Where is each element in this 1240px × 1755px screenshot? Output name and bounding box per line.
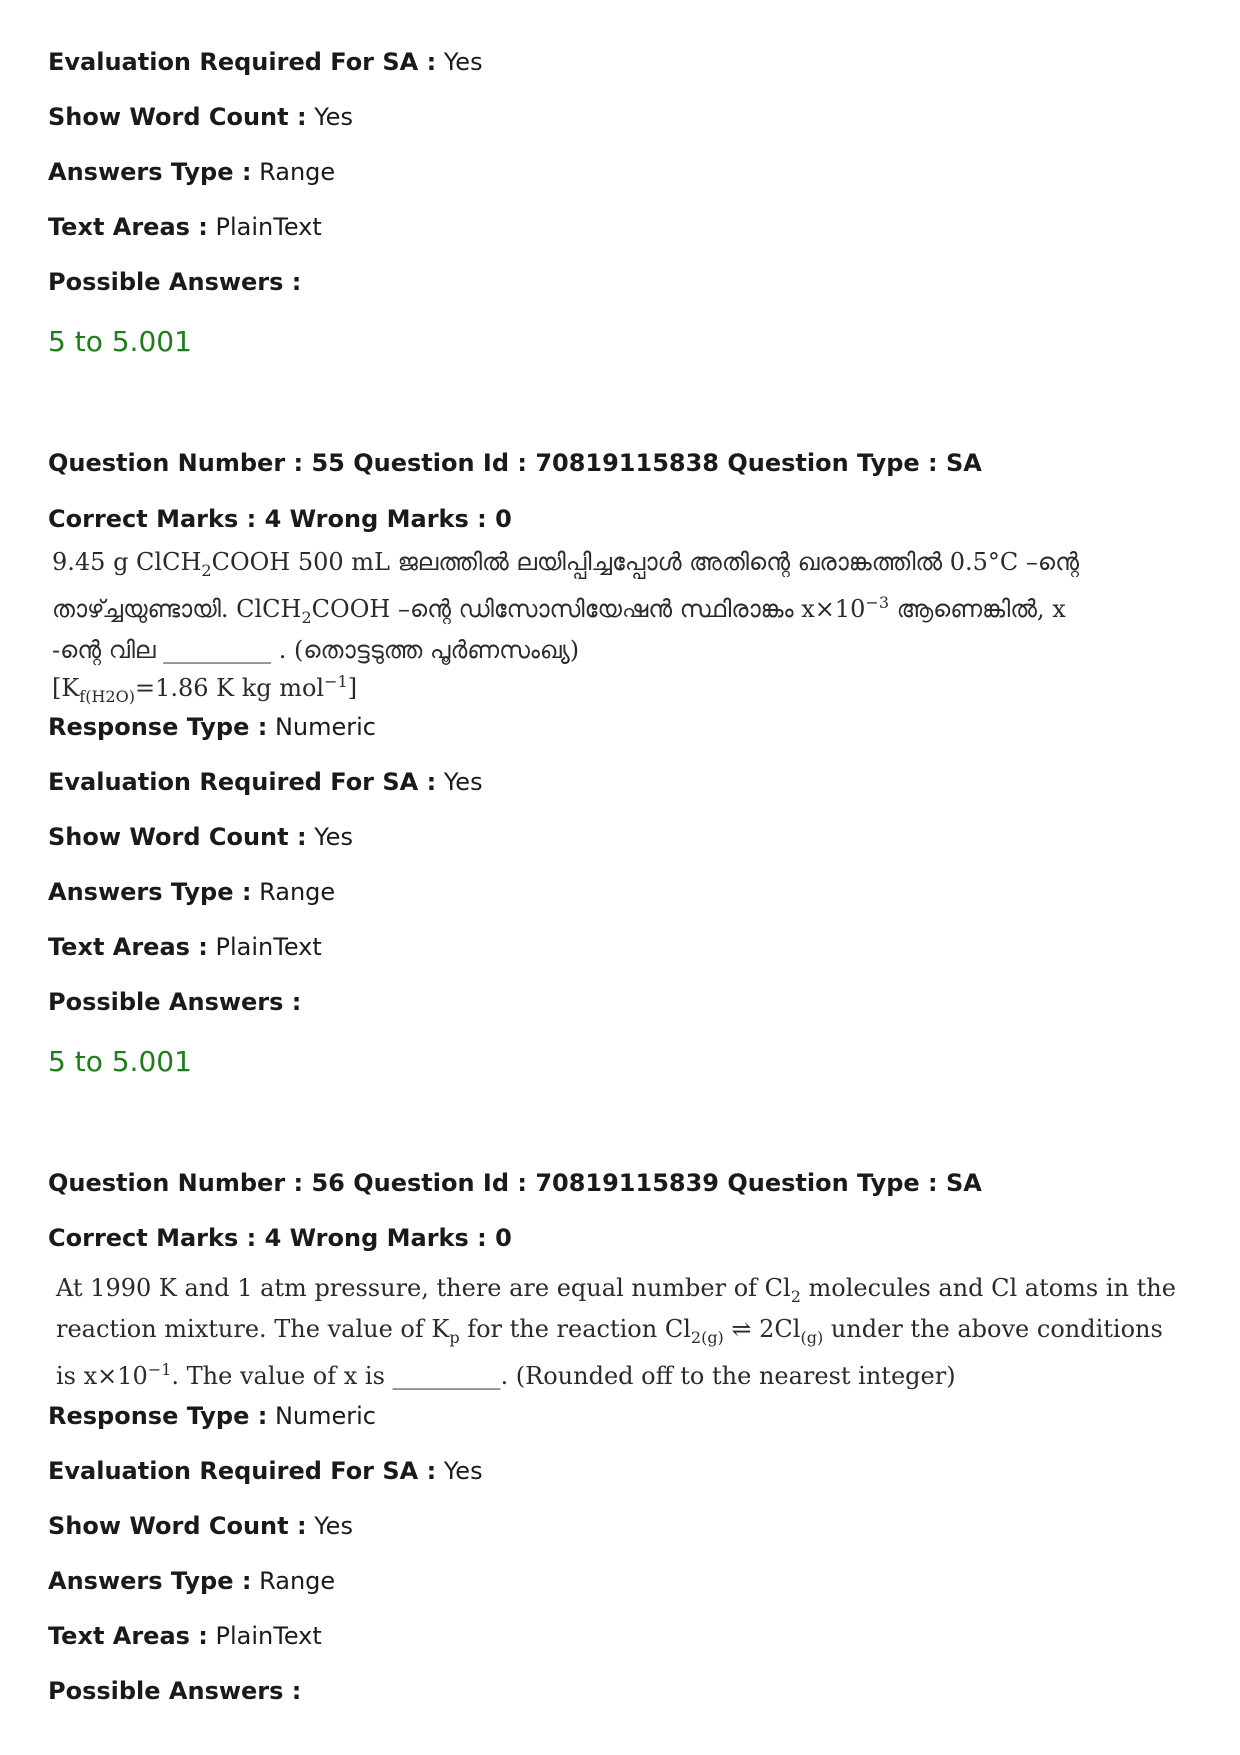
subscript: f(H2O) xyxy=(79,686,135,706)
question-text: [K xyxy=(52,673,80,702)
possible-answers-row xyxy=(48,267,301,297)
question-text: is x×10 xyxy=(56,1361,148,1390)
field-value: Range xyxy=(259,878,336,906)
subscript: 2 xyxy=(301,607,312,627)
field-label: Answers Type : xyxy=(48,158,252,186)
question-text: =1.86 K kg mol xyxy=(134,673,325,702)
answers-type-row xyxy=(48,877,335,907)
show-word-count-row xyxy=(48,1511,353,1541)
field-label: Evaluation Required For SA : xyxy=(48,1457,437,1485)
field-label: Show Word Count : xyxy=(48,1512,307,1540)
question-text: ആണെങ്കിൽ, x xyxy=(889,594,1066,623)
field-value: Numeric xyxy=(274,713,376,741)
question-text-line xyxy=(52,546,1079,587)
field-value: Yes xyxy=(443,768,483,796)
question-text: molecules and Cl atoms in the xyxy=(800,1274,1176,1302)
superscript: −1 xyxy=(147,1359,172,1379)
question-text-line xyxy=(56,1272,1176,1313)
answers-type-row xyxy=(48,1566,335,1596)
subscript: 2(g) xyxy=(690,1327,724,1347)
field-value: PlainText xyxy=(215,933,322,961)
evaluation-required-row xyxy=(48,1456,483,1486)
field-value: Yes xyxy=(314,1512,353,1540)
question-text: . The value of x is _________. (Rounded off to the nearest integer) xyxy=(171,1361,956,1390)
text-areas-row xyxy=(48,212,322,242)
question-text-image xyxy=(52,546,1079,712)
field-label: Text Areas : xyxy=(48,1622,208,1650)
evaluation-required-row xyxy=(48,47,483,77)
field-label: Response Type : xyxy=(48,1402,268,1430)
response-type-row xyxy=(48,712,376,742)
question-text: under the above conditions xyxy=(823,1314,1163,1343)
field-value: Numeric xyxy=(274,1402,376,1430)
question-text: reaction mixture. The value of K xyxy=(56,1314,450,1343)
show-word-count-row xyxy=(48,822,353,852)
field-label: Show Word Count : xyxy=(48,823,307,851)
field-value: PlainText xyxy=(215,1622,322,1650)
question-text: ] xyxy=(347,673,358,702)
show-word-count-row xyxy=(48,102,353,132)
field-label: Answers Type : xyxy=(48,878,252,906)
question-text: 9.45 g ClCH xyxy=(52,548,202,576)
response-type-row xyxy=(48,1401,376,1431)
field-label: Text Areas : xyxy=(48,933,208,961)
subscript: 2 xyxy=(790,1286,801,1306)
question-text-line xyxy=(52,587,1079,634)
question-text: for the reaction Cl xyxy=(459,1314,691,1343)
field-value: Yes xyxy=(314,823,353,851)
superscript: −3 xyxy=(865,592,890,612)
question-marks: Correct Marks : 4 Wrong Marks : 0 xyxy=(48,1224,512,1252)
subscript: p xyxy=(449,1327,460,1347)
question-marks: Correct Marks : 4 Wrong Marks : 0 xyxy=(48,505,512,533)
text-areas-row xyxy=(48,1621,322,1651)
superscript: −1 xyxy=(324,671,348,691)
possible-answers-row xyxy=(48,1676,301,1706)
question-text-line xyxy=(52,666,1079,713)
field-label: Answers Type : xyxy=(48,1567,252,1595)
question-text: COOH –ന്റെ ഡിസോസിയേഷൻ സ്ഥിരാങ്കം x×10 xyxy=(311,594,866,623)
subscript: (g) xyxy=(800,1327,824,1347)
question-text: COOH 500 mL ജലത്തിൽ ലയിപ്പിച്ചപ്പോൾ അതിന്റെ ഖരാങ്കത്തിൽ 0.5°C –ന്റെ xyxy=(211,548,1079,576)
question-text: താഴ്ച്ചയുണ്ടായി. ClCH xyxy=(52,594,302,623)
possible-answer-value: 5 to 5.001 xyxy=(48,325,192,358)
evaluation-required-row xyxy=(48,767,483,797)
question-text-line xyxy=(56,1354,1176,1392)
question-header: Question Number : 55 Question Id : 70819115838 Question Type : SA xyxy=(48,449,982,477)
question-header: Question Number : 56 Question Id : 70819115839 Question Type : SA xyxy=(48,1169,982,1197)
field-label: Possible Answers : xyxy=(48,988,302,1016)
text-areas-row xyxy=(48,932,322,962)
field-value: Yes xyxy=(314,103,353,131)
field-label: Possible Answers : xyxy=(48,1677,302,1705)
question-text: ⇌ 2Cl xyxy=(723,1314,801,1343)
field-label: Text Areas : xyxy=(48,213,208,241)
field-label: Show Word Count : xyxy=(48,103,307,131)
field-label: Response Type : xyxy=(48,713,268,741)
possible-answer-value: 5 to 5.001 xyxy=(48,1045,192,1078)
answers-type-row xyxy=(48,157,335,187)
question-text-image xyxy=(56,1272,1176,1392)
field-label: Evaluation Required For SA : xyxy=(48,768,437,796)
field-label: Possible Answers : xyxy=(48,268,302,296)
question-text-line xyxy=(56,1313,1176,1354)
field-value: Yes xyxy=(443,1457,483,1485)
field-label: Evaluation Required For SA : xyxy=(48,48,437,76)
field-value: Range xyxy=(259,158,336,186)
field-value: Yes xyxy=(443,48,483,76)
possible-answers-row xyxy=(48,987,301,1017)
field-value: PlainText xyxy=(215,213,322,241)
field-value: Range xyxy=(259,1567,336,1595)
question-text-line: -ന്റെ വില _________ . (തൊട്ടടുത്ത പൂർണസംഖ്യ) xyxy=(52,635,580,664)
subscript: 2 xyxy=(201,560,212,580)
question-text: At 1990 K and 1 atm pressure, there are equal number of Cl xyxy=(56,1274,791,1302)
